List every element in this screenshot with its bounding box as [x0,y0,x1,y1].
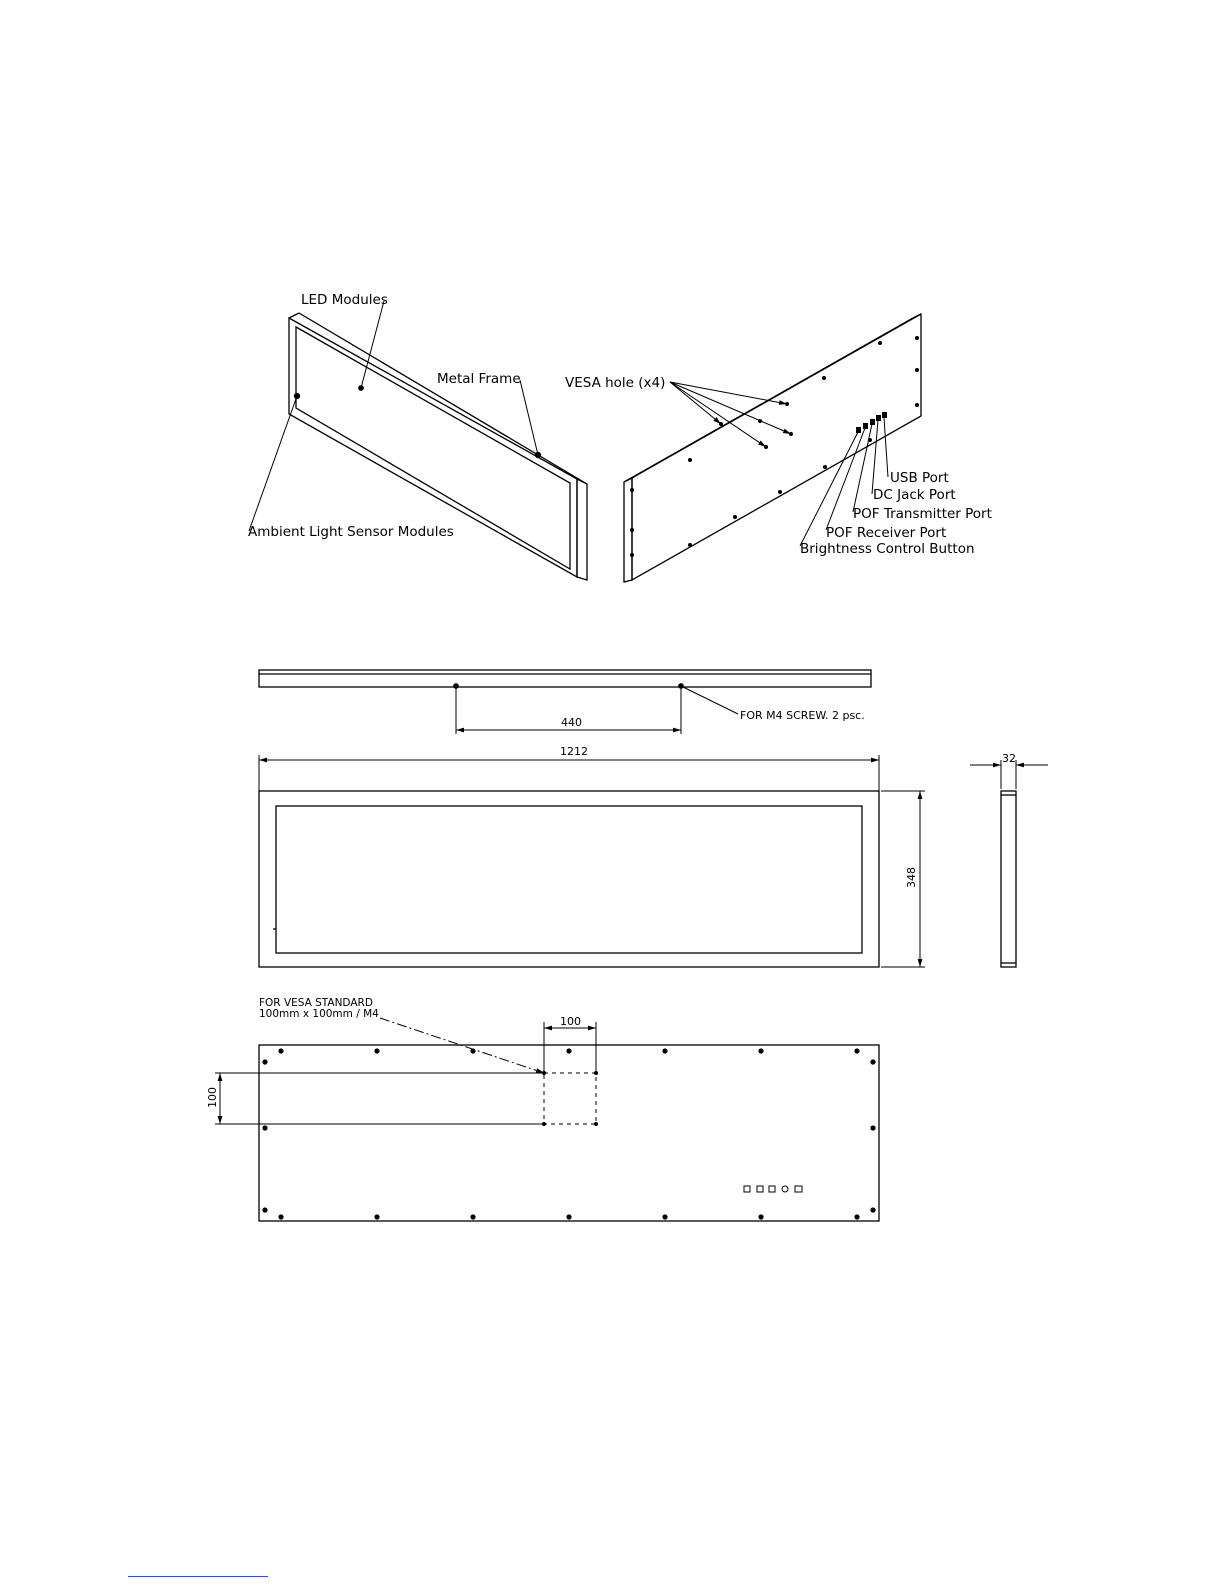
dim-vesa-100-v: 100 [206,1087,219,1108]
rear-view-outline [259,1045,879,1221]
vesa-holes [542,1071,598,1126]
label-ambient-light-sensor: Ambient Light Sensor Modules [248,524,454,540]
front-view-screen [276,806,862,953]
label-m4-screw: FOR M4 SCREW. 2 psc. [740,709,865,722]
rear-view [215,1018,879,1221]
label-dc-jack-port: DC Jack Port [873,487,956,503]
label-metal-frame: Metal Frame [437,371,521,387]
dim-32: 32 [1002,752,1016,765]
label-led-modules: LED Modules [301,292,388,308]
side-view-outline [1001,791,1016,967]
dim-1212: 1212 [560,745,588,758]
dim-440: 440 [561,716,582,729]
rear-view-screws [262,1048,875,1219]
front-panel-side [577,479,587,580]
rear-view-ports [744,1186,802,1192]
vesa-pattern [544,1073,596,1124]
front-view-outer [259,791,879,967]
label-usb-port: USB Port [890,470,949,486]
vesa-note-line2: 100mm x 100mm / M4 [259,1008,379,1020]
front-view [259,755,925,967]
side-view [970,760,1048,967]
top-screw-left [454,684,458,688]
label-pof-transmitter-port: POF Transmitter Port [853,506,992,522]
label-pof-receiver-port: POF Receiver Port [826,525,947,541]
rear-port-cluster [856,412,887,433]
label-brightness-control-button: Brightness Control Button [800,541,975,557]
label-vesa-hole: VESA hole (x4) [565,375,666,391]
vesa-note-line1: FOR VESA STANDARD [259,997,373,1009]
dim-348: 348 [905,867,918,888]
dim-vesa-100-h: 100 [560,1015,581,1028]
top-view-outline [259,670,871,687]
footnote-separator [128,1576,268,1577]
